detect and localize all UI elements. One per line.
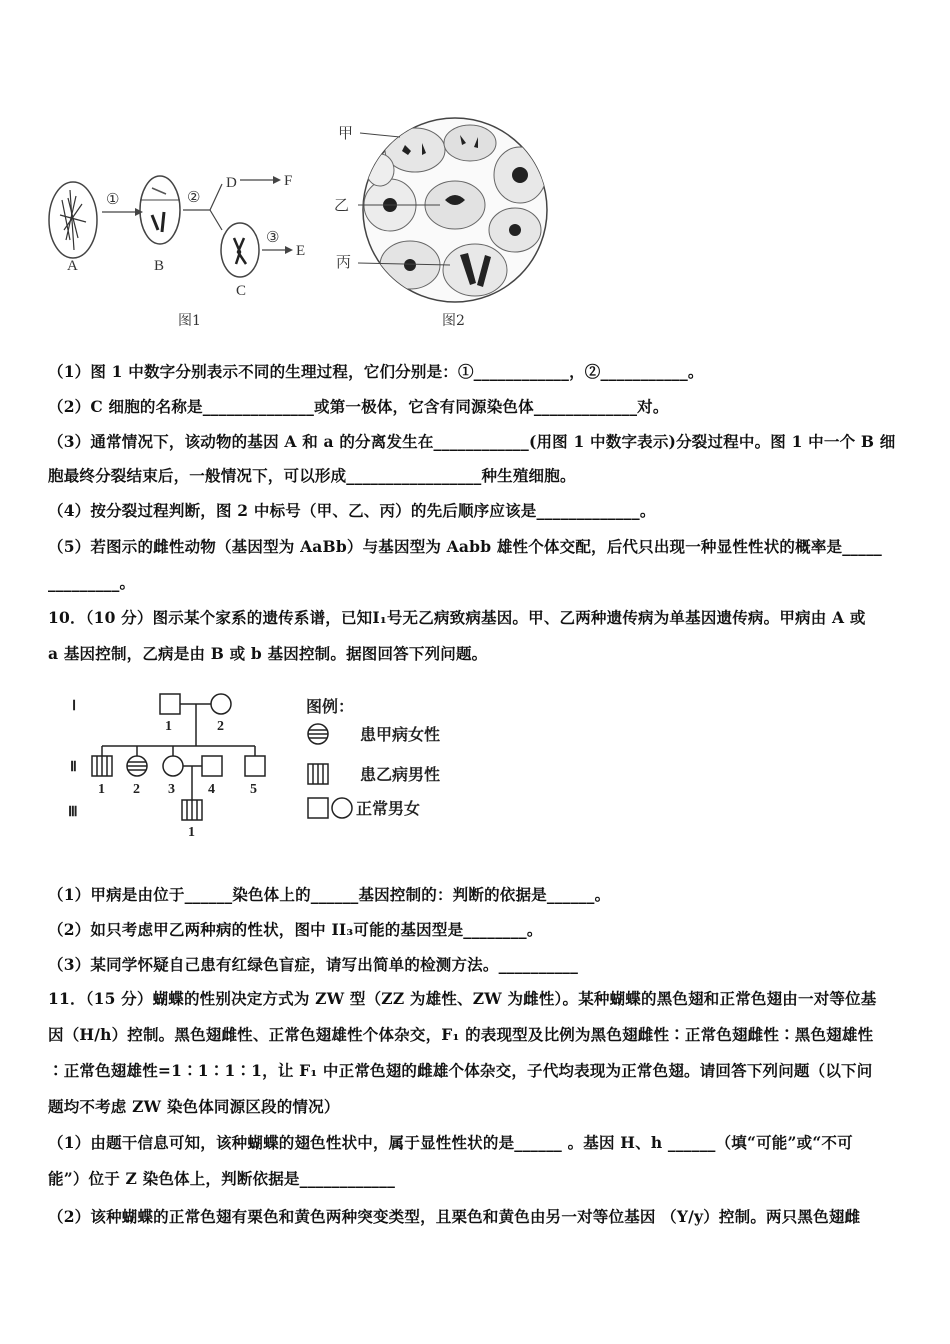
q11-line-6: 能”）位于 Z 染色体上，判断依据是____________ [48,1169,396,1188]
q11-line-5: （1）由题干信息可知，该种蝴蝶的翅色性状中，属于显性性状的是______ 。基因 H、h ______（填“可能”或“不可 [48,1133,853,1152]
q11-line-1: 11．（15 分）蝴蝶的性别决定方式为 ZW 型（ZZ 为雄性、ZW 为雌性）。某种蝴蝶的黑色翅和正常色翅由一对等位基 [48,989,877,1008]
figure-1-caption: 图1 [178,313,201,329]
figure-2 [330,115,560,335]
pointer-jia: 甲 [338,126,354,142]
q10-line-1: （1）甲病是由位于______染色体上的______基因控制的：判断的依据是______。 [48,885,611,904]
generation-1: Ⅰ [72,699,77,714]
step-1: ① [106,192,120,208]
step-3: ③ [266,230,280,246]
gen2-number-3: 3 [168,782,175,797]
gen1-male-1 [160,694,180,714]
q9-line-4: 胞最终分裂结束后，一般情况下，可以形成_________________种生殖细胞。 [48,466,576,485]
output-f: F [284,173,293,189]
cell-c-label: C [236,283,247,299]
gen1-female-2 [211,694,231,714]
q9-line-7: _________。 [48,573,136,592]
figure-2-caption: 图2 [442,313,465,329]
q11-line-2: 因（H/h）控制。黑色翅雌性、正常色翅雄性个体杂交，F₁ 的表现型及比例为黑色翅雌性∶正常色翅雌性∶黑色翅雄性 [48,1025,874,1044]
legend-item-3: 正常男女 [356,799,421,818]
q9-line-2: （2）C 细胞的名称是______________或第一极体，它含有同源染色体_____________对。 [48,397,669,416]
q10-line-3: （3）某同学怀疑自己患有红绿色盲症，请写出简单的检测方法。__________ [48,955,579,974]
q10-intro-2: a 基因控制，乙病是由 B 或 b 基因控制。据图回答下列问题。 [48,644,488,663]
q9-line-1: （1）图 1 中数字分别表示不同的生理过程，它们分别是：①____________，②___________。 [48,362,704,381]
q9-line-3: （3）通常情况下，该动物的基因 A 和 a 的分离发生在____________(用图 1 中数字表示)分裂过程中。图 1 中一个 B 细 [48,432,896,451]
q9-line-6: （5）若图示的雌性动物（基因型为 AaBb）与基因型为 Aabb 雄性个体交配，后代只出现一种显性性状的概率是_____ [48,537,882,556]
pedigree-chart [60,688,480,838]
legend-item-1: 患甲病女性 [360,725,441,744]
generation-2: Ⅱ [70,760,77,775]
gen2-male-4 [202,756,222,776]
gen2-number-1: 1 [98,782,105,797]
gen2-female-3 [163,756,183,776]
figure-1 [40,160,330,335]
cell-b-label: B [154,258,165,274]
legend-symbol-normal-female [332,798,352,818]
step-2: ② [187,190,201,206]
gen2-number-2: 2 [133,782,140,797]
gen3-number-1: 1 [188,825,195,838]
cell-a-label: A [67,258,78,274]
q11-line-4: 题均不考虑 ZW 染色体同源区段的情况） [48,1097,340,1116]
pointer-bing: 丙 [336,255,352,271]
gen1-number-1: 1 [165,719,172,734]
output-e: E [296,243,306,259]
gen2-male-5 [245,756,265,776]
q10-line-2: （2）如只考虑甲乙两种病的性状，图中 II₃可能的基因型是________。 [48,920,543,939]
generation-3: Ⅲ [68,805,78,820]
pointer-yi: 乙 [334,198,350,214]
q11-line-3: ∶正常色翅雄性=1∶1∶1∶1，让 F₁ 中正常色翅的雌雄个体杂交，子代均表现为正常色翅。请回答下列问题（以下问 [48,1061,873,1080]
output-d: D [226,175,237,191]
q10-intro-1: 10．（10 分）图示某个家系的遗传系谱，已知Ⅰ₁号无乙病致病基因。甲、乙两种遗传病为单基因遗传病。甲病由 A 或 [48,608,866,627]
legend-symbol-normal-male [308,798,328,818]
gen2-number-4: 4 [208,782,215,797]
gen2-number-5: 5 [250,782,257,797]
legend-item-2: 患乙病男性 [360,765,441,784]
q9-line-5: （4）按分裂过程判断，图 2 中标号（甲、乙、丙）的先后顺序应该是_____________。 [48,501,656,520]
legend-title: 图例： [306,697,355,716]
q11-line-7: （2）该种蝴蝶的正常色翅有栗色和黄色两种突变类型，且栗色和黄色由另一对等位基因 （Y/y）控制。两只黑色翅雌 [48,1207,861,1226]
gen1-number-2: 2 [217,719,224,734]
cell-b [140,176,180,244]
